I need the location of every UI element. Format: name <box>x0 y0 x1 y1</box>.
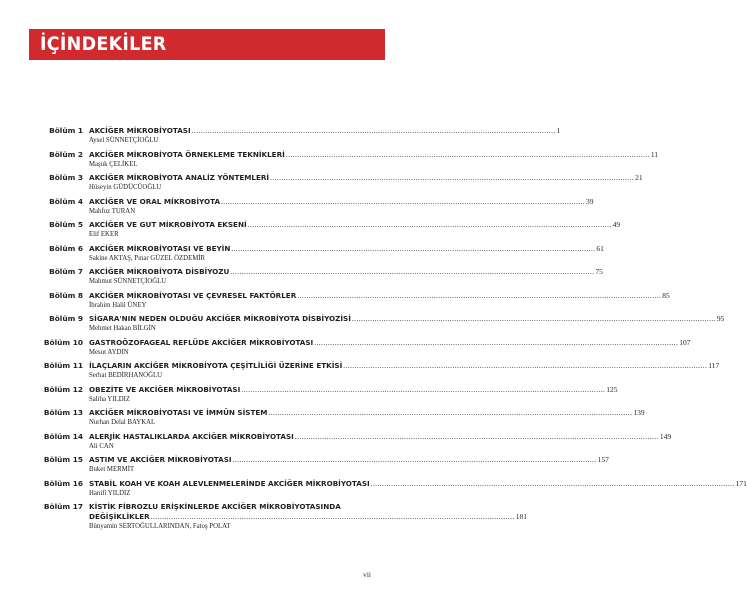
chapter-page-number: 75 <box>595 267 603 276</box>
chapter-page-number: 117 <box>708 361 720 370</box>
dot-leader <box>233 455 597 465</box>
chapter-label: Bölüm 15 <box>43 455 83 464</box>
chapter-author: Sakine AKTAŞ, Pınar GÜZEL ÖZDEMİR <box>89 254 206 262</box>
dot-leader <box>295 432 659 442</box>
chapter-title: ASTIM VE AKCİĞER MİKROBİYOTASI <box>89 455 232 464</box>
chapter-title-line <box>89 149 659 160</box>
chapter-title-line <box>89 502 371 512</box>
chapter-title-line <box>89 361 720 371</box>
chapter-content <box>89 243 604 263</box>
dot-leader <box>371 479 735 489</box>
chapter-title-line <box>89 196 594 207</box>
chapter-author: Hanifi YILDIZ <box>89 489 131 497</box>
chapter-title-line <box>89 220 621 230</box>
chapter-title-line <box>89 455 609 465</box>
dot-leader <box>241 385 605 395</box>
dot-leader <box>221 197 585 207</box>
chapter-page-number: 11 <box>650 149 659 159</box>
chapter-author: Hüseyin GÜDÜCÜOĞLU <box>89 184 162 191</box>
chapter-title-line <box>89 173 643 183</box>
chapter-author: Mahfuz TURAN <box>89 207 136 215</box>
chapter-title: SİGARA'NIN NEDEN OLDUĞU AKCİĞER MİKROBİYOTA DİSBİYOZİSİ <box>89 314 351 323</box>
chapter-label: Bölüm 11 <box>43 361 83 370</box>
chapter-page-number: 125 <box>606 384 618 394</box>
chapter-title: DEĞİŞİKLİKLER <box>89 512 150 521</box>
chapter-content <box>89 314 725 333</box>
dot-leader <box>286 150 650 160</box>
chapter-page-number: 1 <box>556 126 561 135</box>
dot-leader <box>230 267 594 277</box>
chapter-content <box>89 408 645 427</box>
chapter-title-line <box>89 408 645 418</box>
chapter-author: İbrahim Halil ÜNEY <box>89 301 147 309</box>
dot-leader <box>231 244 595 254</box>
chapter-label: Bölüm 8 <box>49 290 83 300</box>
chapter-content <box>89 149 659 169</box>
chapter-label: Bölüm 7 <box>49 267 83 276</box>
chapter-content <box>89 478 747 498</box>
chapter-page-number: 157 <box>597 455 609 464</box>
chapter-label: Bölüm 3 <box>49 173 83 182</box>
chapter-author: Nurhan Delal BAYKAL <box>89 419 156 426</box>
chapter-title: KİSTİK FİBROZLU ERİŞKİNLERDE AKCİĞER MİKROBİYOTASINDA <box>89 502 341 511</box>
chapter-author: Mehmet Hakan BİLGİN <box>89 325 156 332</box>
chapter-author: Mesut AYDIN <box>89 348 129 356</box>
chapter-author: Serhat BEDİRHANOĞLU <box>89 372 163 379</box>
chapter-label: Bölüm 17 <box>43 502 83 511</box>
chapter-label: Bölüm 4 <box>49 196 83 206</box>
chapter-title-line <box>89 243 604 254</box>
chapter-author: Saliha YILDIZ <box>89 395 131 403</box>
dot-leader <box>297 291 661 301</box>
dot-leader <box>248 220 612 230</box>
header-banner <box>29 29 385 60</box>
chapter-label: Bölüm 1 <box>49 126 83 135</box>
chapter-author: Bünyamin SERTOĞULLARINDAN, Fatoş POLAT <box>89 523 231 530</box>
dot-leader <box>192 126 556 136</box>
chapter-content <box>89 455 609 474</box>
chapter-title-line <box>89 478 747 489</box>
chapter-label: Bölüm 9 <box>49 314 83 323</box>
chapter-title-line <box>89 290 670 301</box>
chapter-label: Bölüm 14 <box>43 431 83 441</box>
chapter-content <box>89 361 720 380</box>
chapter-label: Bölüm 10 <box>43 337 83 347</box>
chapter-title-line <box>89 384 618 395</box>
chapter-label: Bölüm 13 <box>43 408 83 417</box>
chapter-label: Bölüm 6 <box>49 243 83 253</box>
chapter-content <box>89 290 670 310</box>
dot-leader <box>314 338 678 348</box>
chapter-content <box>89 220 621 239</box>
chapter-page-number: 85 <box>662 290 670 300</box>
dot-leader <box>151 512 515 522</box>
chapter-author: Elif EKER <box>89 231 119 238</box>
dot-leader <box>270 173 634 183</box>
chapter-page-number: 61 <box>596 243 604 253</box>
chapter-title: AKCİĞER MİKROBİYOTASI <box>89 126 191 135</box>
chapter-title: AKCİĞER MİKROBİYOTA ÖRNEKLEME TEKNİKLERİ <box>89 149 285 159</box>
chapter-title-line <box>89 512 527 522</box>
chapter-title-line <box>89 314 725 324</box>
chapter-title: AKCİĞER VE GUT MİKROBİYOTA EKSENİ <box>89 220 247 229</box>
chapter-title: AKCİĞER MİKROBİYOTA DİSBİYOZU <box>89 267 230 276</box>
chapter-label: Bölüm 12 <box>43 384 83 394</box>
page-number: vii <box>363 570 371 579</box>
chapter-title: AKCİĞER MİKROBİYOTASI VE ÇEVRESEL FAKTÖRLER <box>89 290 297 300</box>
chapter-content <box>89 431 672 451</box>
chapter-content <box>89 173 643 192</box>
chapter-content <box>89 196 594 216</box>
chapter-title: OBEZİTE VE AKCİĞER MİKROBİYOTASI <box>89 384 241 394</box>
chapter-title: ALERJİK HASTALIKLARDA AKCİĞER MİKROBİYOTASI <box>89 431 294 441</box>
chapter-page-number: 49 <box>612 220 621 229</box>
page-title: İÇİNDEKİLER <box>40 33 167 55</box>
chapter-title: AKCİĞER MİKROBİYOTASI VE İMMÜN SİSTEM <box>89 408 268 417</box>
chapter-title: GASTROÖZOFAGEAL REFLÜDE AKCİĞER MİKROBİYOTASI <box>89 337 314 347</box>
chapter-author: Mahmut SÜNNETÇİOĞLU <box>89 278 167 285</box>
chapter-label: Bölüm 5 <box>49 220 83 229</box>
chapter-author: Aysel SÜNNETÇİOĞLU <box>89 137 159 144</box>
dot-leader <box>343 361 707 371</box>
chapter-title: AKCİĞER MİKROBİYOTASI VE BEYİN <box>89 243 231 253</box>
chapter-title: AKCİĞER VE ORAL MİKROBİYOTA <box>89 196 221 206</box>
chapter-content <box>89 384 618 404</box>
chapter-title: STABİL KOAH VE KOAH ALEVLENMELERİNDE AKCİĞER MİKROBİYOTASI <box>89 478 370 488</box>
chapter-page-number: 181 <box>515 512 527 521</box>
chapter-content <box>89 267 603 286</box>
chapter-label: Bölüm 16 <box>43 478 83 488</box>
chapter-page-number: 95 <box>716 314 725 323</box>
chapter-page-number: 107 <box>679 337 691 347</box>
chapter-title-line <box>89 337 691 348</box>
dot-leader <box>268 408 632 418</box>
chapter-title-line <box>89 431 672 442</box>
chapter-title: AKCİĞER MİKROBİYOTA ANALİZ YÖNTEMLERİ <box>89 173 270 182</box>
chapter-label: Bölüm 2 <box>49 149 83 159</box>
chapter-title: İLAÇLARIN AKCİĞER MİKROBİYOTA ÇEŞİTLİLİĞİ ÜZERİNE ETKİSİ <box>89 361 343 370</box>
chapter-author: Ali CAN <box>89 442 114 450</box>
chapter-page-number: 139 <box>633 408 645 417</box>
chapter-page-number: 39 <box>586 196 594 206</box>
chapter-page-number: 149 <box>659 431 672 441</box>
chapter-page-number: 171 <box>735 478 747 488</box>
chapter-title-line <box>89 126 561 136</box>
chapter-author: Buket MERMİT <box>89 466 135 473</box>
chapter-content <box>89 502 527 531</box>
chapter-author: Maşuk ÇELİKEL <box>89 160 138 168</box>
dot-leader <box>352 314 716 324</box>
chapter-content <box>89 337 691 357</box>
chapter-content <box>89 126 561 145</box>
chapter-page-number: 21 <box>635 173 643 182</box>
chapter-title-line <box>89 267 603 277</box>
